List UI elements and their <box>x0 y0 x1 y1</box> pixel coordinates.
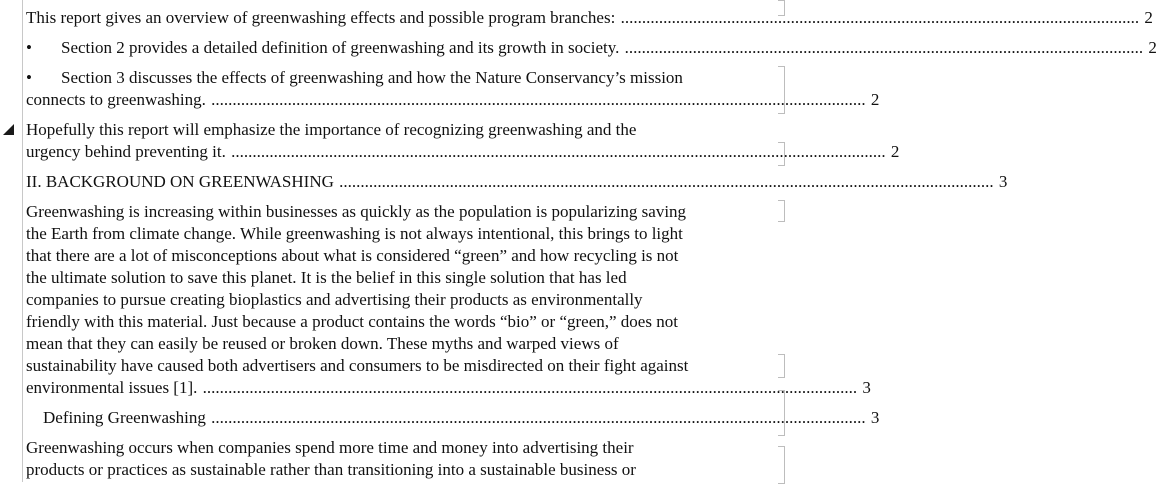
bullet-icon: • <box>26 38 32 57</box>
toc-entry[interactable] <box>26 171 1008 193</box>
toc-entry[interactable] <box>26 437 772 481</box>
bullet-icon: • <box>26 68 32 87</box>
margin-bracket <box>778 200 785 222</box>
toc-entry[interactable] <box>26 7 1153 29</box>
toc-entry[interactable] <box>26 67 880 111</box>
toc-entry-text: friendly with this material. Just because a product contains the words “bio” or “green,” does not <box>26 312 678 331</box>
dot-leader: .......................................................................................................................................................... <box>211 408 866 427</box>
dot-leader: .......................................................................................................................... <box>620 8 1140 27</box>
dot-leader: .......................................................................................................................................................... <box>231 142 886 161</box>
toc-page-number: 2 <box>890 142 900 161</box>
toc-entry-text: Section 2 provides a detailed definition of greenwashing and its growth in society. <box>61 38 620 57</box>
toc-entry-text: the ultimate solution to save this planet. It is the belief in this single solution that has led <box>26 268 627 287</box>
toc-entry-text: Hopefully this report will emphasize the importance of recognizing greenwashing and the <box>26 120 637 139</box>
toc-entry-text: connects to greenwashing. <box>26 90 206 109</box>
left-margin-line <box>22 0 23 482</box>
toc-entry-text: environmental issues [1]. <box>26 378 198 397</box>
toc-entry-text: that there are a lot of misconceptions about what is considered “green” and how recycling is not <box>26 246 679 265</box>
toc-entry[interactable] <box>26 37 1157 59</box>
toc-page-number: 2 <box>870 90 880 109</box>
toc-entry-text: mean that they can easily be reused or broken down. These myths and warped views of <box>26 334 619 353</box>
toc-page-number: 2 <box>1148 38 1157 57</box>
toc-page-number: 3 <box>870 408 880 427</box>
toc-page-number: 2 <box>1144 8 1153 27</box>
dot-leader: .......................................................................................................................................................... <box>202 378 858 397</box>
toc-entry-text: Greenwashing occurs when companies spend more time and money into advertising their <box>26 438 634 457</box>
toc-subheading-text: Defining Greenwashing <box>43 408 206 427</box>
toc-page-number: 3 <box>998 172 1008 191</box>
toc-entry[interactable] <box>26 119 900 163</box>
toc-entry-text: companies to pursue creating bioplastics and advertising their products as environmentally <box>26 290 643 309</box>
margin-bracket <box>778 446 785 484</box>
toc-entry-text: the Earth from climate change. While greenwashing is not always intentional, this brings to light <box>26 224 683 243</box>
toc-page-number: 3 <box>862 378 871 397</box>
toc-entry-text: products or practices as sustainable rather than transitioning into a sustainable business or <box>26 460 636 479</box>
toc-heading-text: II. BACKGROUND ON GREENWASHING <box>26 172 334 191</box>
toc-entry-text: Greenwashing is increasing within businesses as quickly as the population is popularizing saving <box>26 202 687 221</box>
dot-leader: .......................................................................................................................................................... <box>211 90 866 109</box>
toc-entry[interactable] <box>26 407 880 429</box>
dot-leader: .......................................................................................................................... <box>624 38 1144 57</box>
collapse-triangle-icon[interactable] <box>3 124 14 135</box>
toc-entry-text: sustainability have caused both advertisers and consumers to be misdirected on their fight against <box>26 356 689 375</box>
margin-bracket <box>778 354 785 378</box>
toc-entry-text: This report gives an overview of greenwashing effects and possible program branches: <box>26 8 616 27</box>
dot-leader: .......................................................................................................................................................... <box>339 172 994 191</box>
toc-entry[interactable] <box>26 201 871 399</box>
toc-entry-text: Section 3 discusses the effects of greenwashing and how the Nature Conservancy’s mission <box>61 68 683 87</box>
toc-entry-text: urgency behind preventing it. <box>26 142 226 161</box>
